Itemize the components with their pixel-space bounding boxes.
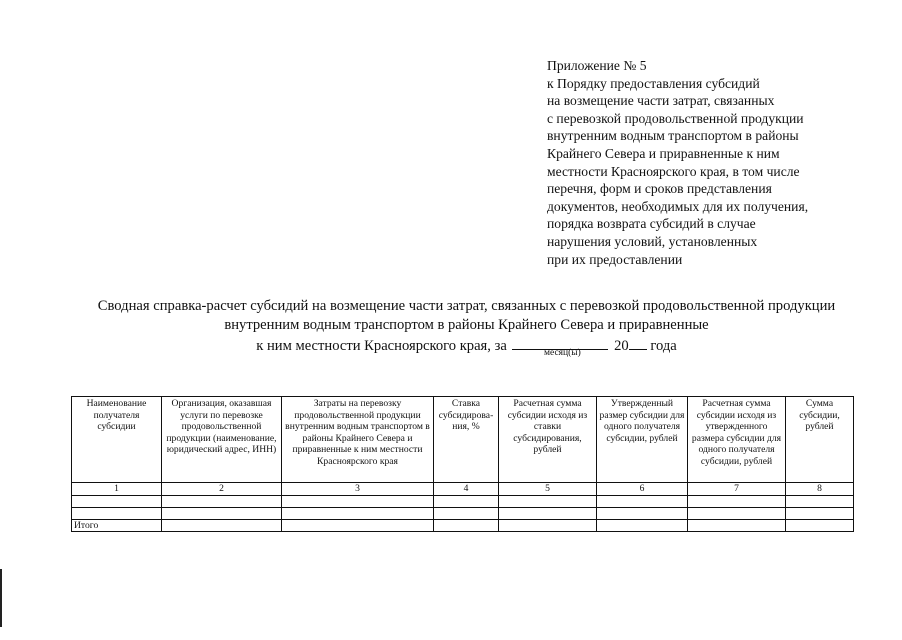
header-cell: Затраты на перевозку продовольственной продукции внутренним водным транспортом в районы Крайнего Севера и приравненные к ним местности Красноярского края <box>282 397 434 483</box>
year-prefix: 20 <box>614 338 629 354</box>
table-cell <box>786 519 854 532</box>
appendix-line: Приложение № 5 <box>547 58 647 73</box>
month-hint: месяц(ы) <box>544 348 581 358</box>
column-number: 4 <box>434 483 499 496</box>
empty-data-row <box>72 495 854 507</box>
table-cell <box>434 507 499 519</box>
subsidy-table <box>71 396 854 532</box>
column-number-row <box>72 483 854 496</box>
table-cell <box>282 507 434 519</box>
appendix-line: внутренним водным транспортом в районы <box>547 128 799 144</box>
table-cell <box>282 495 434 507</box>
table-cell <box>282 519 434 532</box>
appendix-line: к Порядку предоставления субсидий <box>547 75 760 91</box>
header-cell: Расчетная сумма субсидии исходя из ставки субсидирования, рублей <box>499 397 597 483</box>
table-cell <box>688 519 786 532</box>
table-cell <box>688 507 786 519</box>
document-title <box>0 297 902 356</box>
table-cell <box>688 495 786 507</box>
header-cell: Утвержденный размер субсидии для одного получателя субсидии, рублей <box>597 397 688 483</box>
table-cell <box>72 495 162 507</box>
appendix-block <box>547 57 887 268</box>
title-line-3 <box>0 335 902 356</box>
empty-data-row <box>72 507 854 519</box>
title-line-1: Сводная справка-расчет субсидий на возмещение части затрат, связанных с перевозкой продовольственной продукции <box>97 298 836 314</box>
header-cell: Ставка субсидирова-ния, % <box>434 397 499 483</box>
appendix-line: перечня, форм и сроков представления <box>547 181 772 197</box>
column-number: 3 <box>282 483 434 496</box>
total-row <box>72 519 854 532</box>
column-number: 5 <box>499 483 597 496</box>
appendix-line: нарушения условий, установленных <box>547 233 758 249</box>
header-cell: Расчетная сумма субсидии исходя из утвержденного размера субсидии для одного получателя субсидии, рублей <box>688 397 786 483</box>
total-label: Итого <box>72 519 162 532</box>
table-cell <box>162 519 282 532</box>
scan-edge-mark <box>0 569 2 627</box>
column-number: 1 <box>72 483 162 496</box>
appendix-line: местности Красноярского края, в том числе <box>547 163 800 179</box>
title-line-3-suffix: года <box>650 338 677 354</box>
table-cell <box>499 519 597 532</box>
year-blank-field <box>629 335 647 350</box>
appendix-line: документов, необходимых для их получения, <box>547 198 809 214</box>
appendix-line: Крайнего Севера и приравненные к ним <box>547 145 780 161</box>
appendix-line: с перевозкой продовольственной продукции <box>547 110 804 126</box>
header-row <box>72 397 854 483</box>
appendix-line: порядка возврата субсидий в случае <box>547 216 756 232</box>
appendix-line: на возмещение части затрат, связанных <box>547 93 775 109</box>
title-line-3-prefix: к ним местности Красноярского края, за <box>256 338 507 354</box>
column-number: 6 <box>597 483 688 496</box>
table-cell <box>597 495 688 507</box>
table-cell <box>499 495 597 507</box>
column-number: 7 <box>688 483 786 496</box>
header-cell: Организация, оказавшая услуги по перевозке продовольственной продукции (наименование, юридический адрес, ИНН) <box>162 397 282 483</box>
table-cell <box>786 495 854 507</box>
table-cell <box>786 507 854 519</box>
table-cell <box>597 507 688 519</box>
table-cell <box>499 507 597 519</box>
table-cell <box>434 495 499 507</box>
appendix-line: при их предоставлении <box>547 251 683 267</box>
title-line-2: внутренним водным транспортом в районы Крайнего Севера и приравненные <box>224 317 709 333</box>
column-number: 8 <box>786 483 854 496</box>
header-cell: Сумма субсидии, рублей <box>786 397 854 483</box>
table-cell <box>434 519 499 532</box>
column-number: 2 <box>162 483 282 496</box>
table-cell <box>162 507 282 519</box>
table-cell <box>162 495 282 507</box>
table-cell <box>597 519 688 532</box>
header-cell: Наименование получателя субсидии <box>72 397 162 483</box>
table-cell <box>72 507 162 519</box>
